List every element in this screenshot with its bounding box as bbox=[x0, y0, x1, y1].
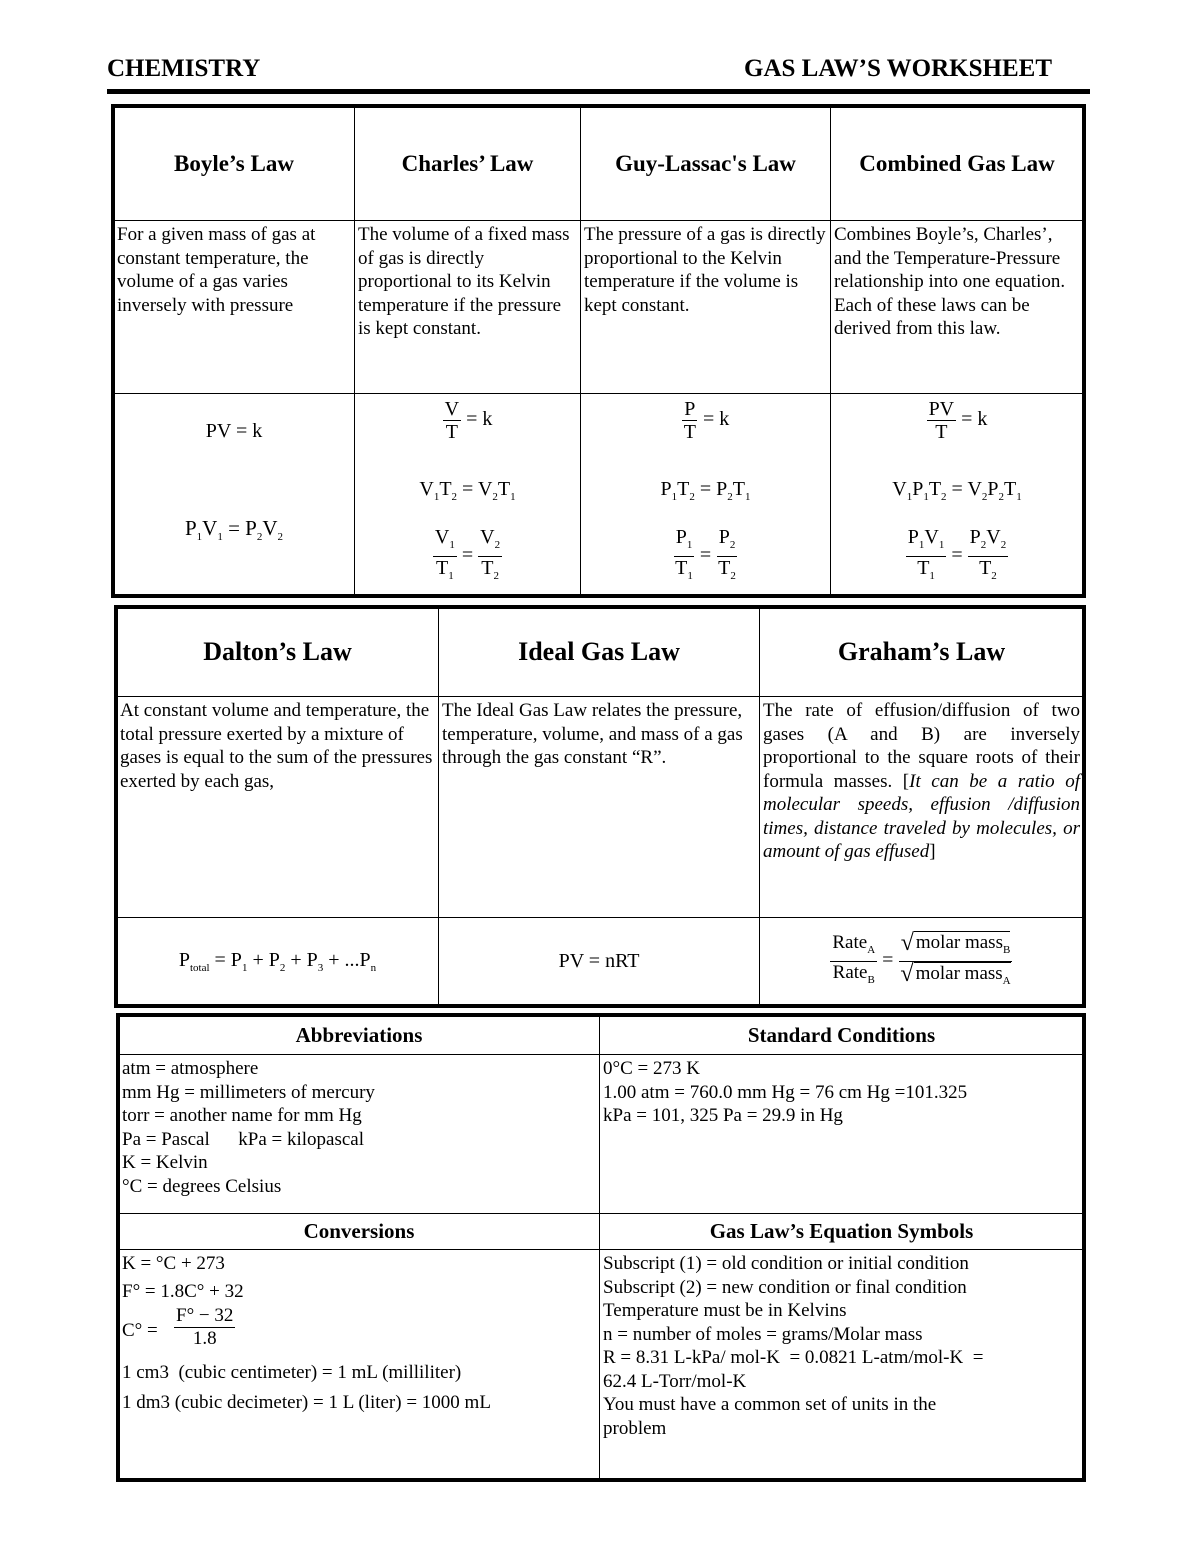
reference-table bbox=[118, 1015, 1084, 1480]
laws-table-bottom bbox=[116, 607, 1084, 1006]
combined-gas-law-heading: Combined Gas Law bbox=[831, 107, 1084, 221]
abbreviations-list bbox=[119, 1055, 600, 1214]
grahams-desc-close: ] bbox=[929, 841, 936, 862]
abbr-line: Pa = Pascal kPa = kilopascal bbox=[122, 1128, 364, 1150]
ideal-gas-eq-text: PV = nRT bbox=[558, 950, 640, 972]
conversions-heading: Conversions bbox=[119, 1214, 600, 1250]
boyles-eq-pv-k bbox=[114, 420, 354, 443]
conv-line: 1 cm3 (cubic centimeter) = 1 mL (milliliter) bbox=[122, 1362, 462, 1383]
daltons-law-equation bbox=[117, 918, 439, 1006]
daltons-law-heading: Dalton’s Law bbox=[117, 608, 439, 697]
conv-line: K = °C + 273 bbox=[122, 1253, 225, 1274]
abbr-line: atm = atmosphere bbox=[122, 1058, 259, 1079]
daltons-law-description: At constant volume and temperature, the total pressure exerted by a mixture of gases is equal to the sum of the pressures exerted by each gas, bbox=[117, 697, 439, 918]
standard-conditions-list bbox=[600, 1055, 1084, 1214]
sym-line: Subscript (1) = old condition or initial condition bbox=[603, 1253, 969, 1274]
grahams-mass-fraction: $\frac{√ molar mass_B}{√ molar mass_A}$ bbox=[898, 931, 1012, 992]
page-header bbox=[107, 55, 1090, 93]
std-line: 0°C = 273 K bbox=[603, 1058, 700, 1079]
subject-label: CHEMISTRY bbox=[107, 55, 261, 82]
symbols-heading: Gas Law’s Equation Symbols bbox=[600, 1214, 1084, 1250]
guy-lussac-eq-pt-k: $\frac{P}{T}$ = k bbox=[683, 398, 730, 443]
combined-eq-ratio: $\frac{P_1V_1}{T_1}$ = $\frac{P_2V_2}{T_2}$ bbox=[907, 526, 1007, 582]
charles-eq-v1t2: $V_1T_2 = V_2T_1$ bbox=[419, 478, 516, 503]
header-rule bbox=[107, 89, 1090, 94]
std-line: 1.00 atm = 760.0 mm Hg = 76 cm Hg =101.325 bbox=[603, 1081, 968, 1103]
boyles-law-equations bbox=[114, 394, 355, 596]
boyles-eq-text: PV = k bbox=[205, 420, 263, 442]
combined-gas-law-description: Combines Boyle’s, Charles’, and the Temperature-Pressure relationship into one equation. Each of these laws can be derived from this law. bbox=[831, 221, 1084, 394]
conversions-list bbox=[119, 1250, 600, 1480]
conv-line: F° = 1.8C° + 32 bbox=[122, 1280, 244, 1302]
worksheet-title: GAS LAW’S WORKSHEET bbox=[744, 55, 1052, 82]
charles-law-description: The volume of a fixed mass of gas is directly proportional to its Kelvin temperature if the pressure is kept constant. bbox=[355, 221, 581, 394]
ideal-gas-law-heading: Ideal Gas Law bbox=[439, 608, 760, 697]
sym-line: You must have a common set of units in the bbox=[603, 1394, 937, 1415]
standard-conditions-heading: Standard Conditions bbox=[600, 1016, 1084, 1055]
combined-eq-v1p1t2: $V_1P_1T_2 = V_2P_2T_1$ bbox=[892, 478, 1022, 503]
combined-gas-law-equations bbox=[831, 394, 1084, 596]
abbr-line: torr = another name for mm Hg bbox=[122, 1105, 362, 1126]
boyles-law-heading: Boyle’s Law bbox=[114, 107, 355, 221]
sym-line: Temperature must be in Kelvins bbox=[603, 1300, 847, 1321]
symbols-list bbox=[600, 1250, 1084, 1480]
sym-line: R = 8.31 L-kPa/ mol-K = 0.0821 L-atm/mol-K = bbox=[603, 1347, 984, 1368]
sym-line: n = number of moles = grams/Molar mass bbox=[603, 1323, 923, 1345]
grahams-rate-fraction: $\frac{Rate_A}{Rate_B}$ bbox=[832, 932, 876, 986]
charles-law-equations bbox=[355, 394, 581, 596]
abbr-line: mm Hg = millimeters of mercury bbox=[122, 1081, 375, 1103]
laws-table-top bbox=[113, 106, 1084, 596]
ideal-gas-law-description: The Ideal Gas Law relates the pressure, temperature, volume, and mass of a gas through the gas constant “R”. bbox=[439, 697, 760, 918]
charles-eq-ratio: $\frac{V_1}{T_1}$ = $\frac{V_2}{T_2}$ bbox=[434, 526, 501, 582]
guy-lussac-law-description: The pressure of a gas is directly proportional to the Kelvin temperature if the volume is kept constant. bbox=[581, 221, 831, 394]
sym-line: problem bbox=[603, 1417, 667, 1439]
abbr-line: K = Kelvin bbox=[122, 1152, 208, 1173]
boyles-law-description: For a given mass of gas at constant temperature, the volume of a gas varies inversely with pressure bbox=[114, 221, 355, 394]
guy-lussac-law-heading: Guy-Lassac's Law bbox=[581, 107, 831, 221]
ideal-gas-law-equation bbox=[439, 918, 760, 1006]
grahams-desc-italic: It can be a ratio of molecular speeds, effusion /diffusion times, distance traveled by molecules, or amount of gas effused bbox=[763, 770, 1080, 862]
guy-lussac-eq-p1t2: $P_1T_2 = P_2T_1$ bbox=[660, 478, 751, 503]
grahams-desc-plain: The rate of effusion/diffusion of two gases (A and B) are inversely proportional to the square roots of their formula masses. [ bbox=[763, 700, 1080, 792]
abbr-line: °C = degrees Celsius bbox=[122, 1175, 282, 1197]
abbreviations-heading: Abbreviations bbox=[119, 1016, 600, 1055]
conv-line: 1 dm3 (cubic decimeter) = 1 L (liter) = 1000 mL bbox=[122, 1391, 491, 1413]
sym-line: 62.4 L-Torr/mol-K bbox=[603, 1370, 747, 1392]
boyles-eq-p1v1 bbox=[114, 516, 354, 543]
charles-eq-vt-k: $\frac{V}{T}$ = k bbox=[444, 398, 493, 443]
sym-line: Subscript (2) = new condition or final condition bbox=[603, 1276, 967, 1298]
boyles-eq2-render: $P_1V_1 = P_2V_2$ bbox=[184, 516, 284, 544]
conv-fraction-line: C° = $\frac{F^\circ - 32}{1.8}$ bbox=[122, 1305, 234, 1349]
grahams-law-equation: $\frac{Rate_A}{Rate_B}$ = $\frac{√ molar mass_B}{√ molar mass_A}$ bbox=[760, 918, 1084, 1006]
grahams-law-heading: Graham’s Law bbox=[760, 608, 1084, 697]
charles-law-heading: Charles’ Law bbox=[355, 107, 581, 221]
std-line: kPa = 101, 325 Pa = 29.9 in Hg bbox=[603, 1105, 843, 1126]
combined-eq-pvt-k: $\frac{PV}{T}$ = k bbox=[928, 398, 988, 443]
guy-lussac-eq-ratio: $\frac{P_1}{T_1}$ = $\frac{P_2}{T_2}$ bbox=[675, 526, 736, 582]
guy-lussac-law-equations bbox=[581, 394, 831, 596]
daltons-eq-render: $P_{total} = P_1 + P_2 + P_3 + ...P_n$ bbox=[178, 949, 377, 974]
grahams-law-description bbox=[760, 697, 1084, 918]
